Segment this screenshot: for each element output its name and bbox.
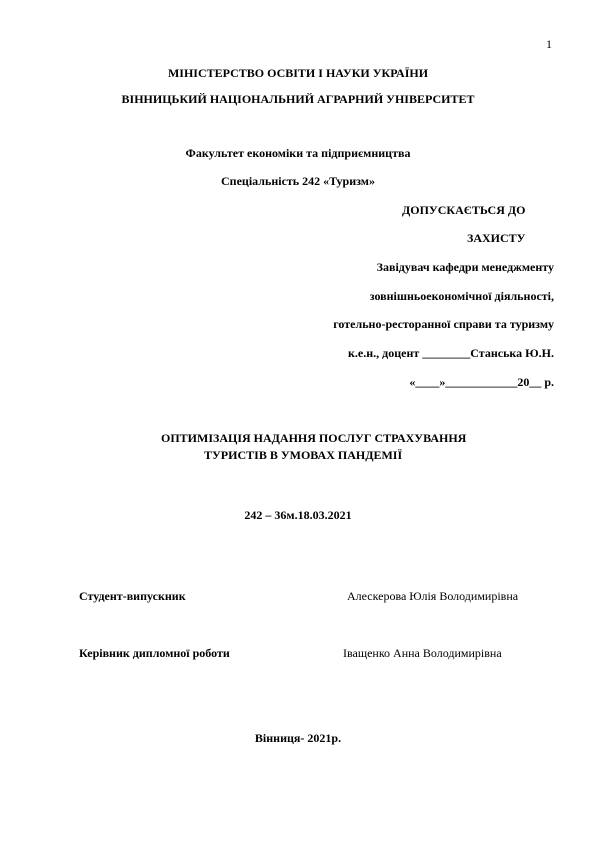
head-line1: Завідувач кафедри менеджменту bbox=[376, 260, 554, 274]
head-line3: готельно-ресторанної справи та туризму bbox=[333, 317, 554, 331]
university-heading: ВІННИЦЬКИЙ НАЦІОНАЛЬНИЙ АГРАРНИЙ УНІВЕРСИТЕТ bbox=[121, 92, 475, 106]
supervisor-name: Іващенко Анна Володимирівна bbox=[343, 646, 502, 660]
page-number: 1 bbox=[546, 37, 552, 51]
specialty-line: Спеціальність 242 «Туризм» bbox=[221, 174, 375, 188]
head-line2: зовнішньоекономічної діяльності, bbox=[369, 289, 554, 303]
thesis-title-line2: ТУРИСТІВ В УМОВАХ ПАНДЕМІЇ bbox=[204, 448, 403, 462]
faculty-line: Факультет економіки та підприємництва bbox=[185, 146, 411, 160]
student-label: Студент-випускник bbox=[79, 589, 186, 603]
approval-line2: ЗАХИСТУ bbox=[467, 231, 526, 245]
approval-line1: ДОПУСКАЄТЬСЯ ДО bbox=[402, 203, 526, 217]
thesis-title-line1: ОПТИМІЗАЦІЯ НАДАННЯ ПОСЛУГ СТРАХУВАННЯ bbox=[161, 431, 467, 445]
student-name: Алескерова Юлія Володимирівна bbox=[347, 589, 519, 603]
city-year: Вінниця- 2021р. bbox=[254, 731, 342, 745]
thesis-code: 242 – 36м.18.03.2021 bbox=[244, 508, 352, 522]
signature-line: к.е.н., доцент ________Станська Ю.Н. bbox=[348, 346, 554, 360]
ministry-heading: МІНІСТЕРСТВО ОСВІТИ І НАУКИ УКРАЇНИ bbox=[167, 66, 429, 80]
date-line: «____»____________20__ р. bbox=[409, 375, 554, 389]
supervisor-label: Керівник дипломної роботи bbox=[79, 646, 230, 660]
